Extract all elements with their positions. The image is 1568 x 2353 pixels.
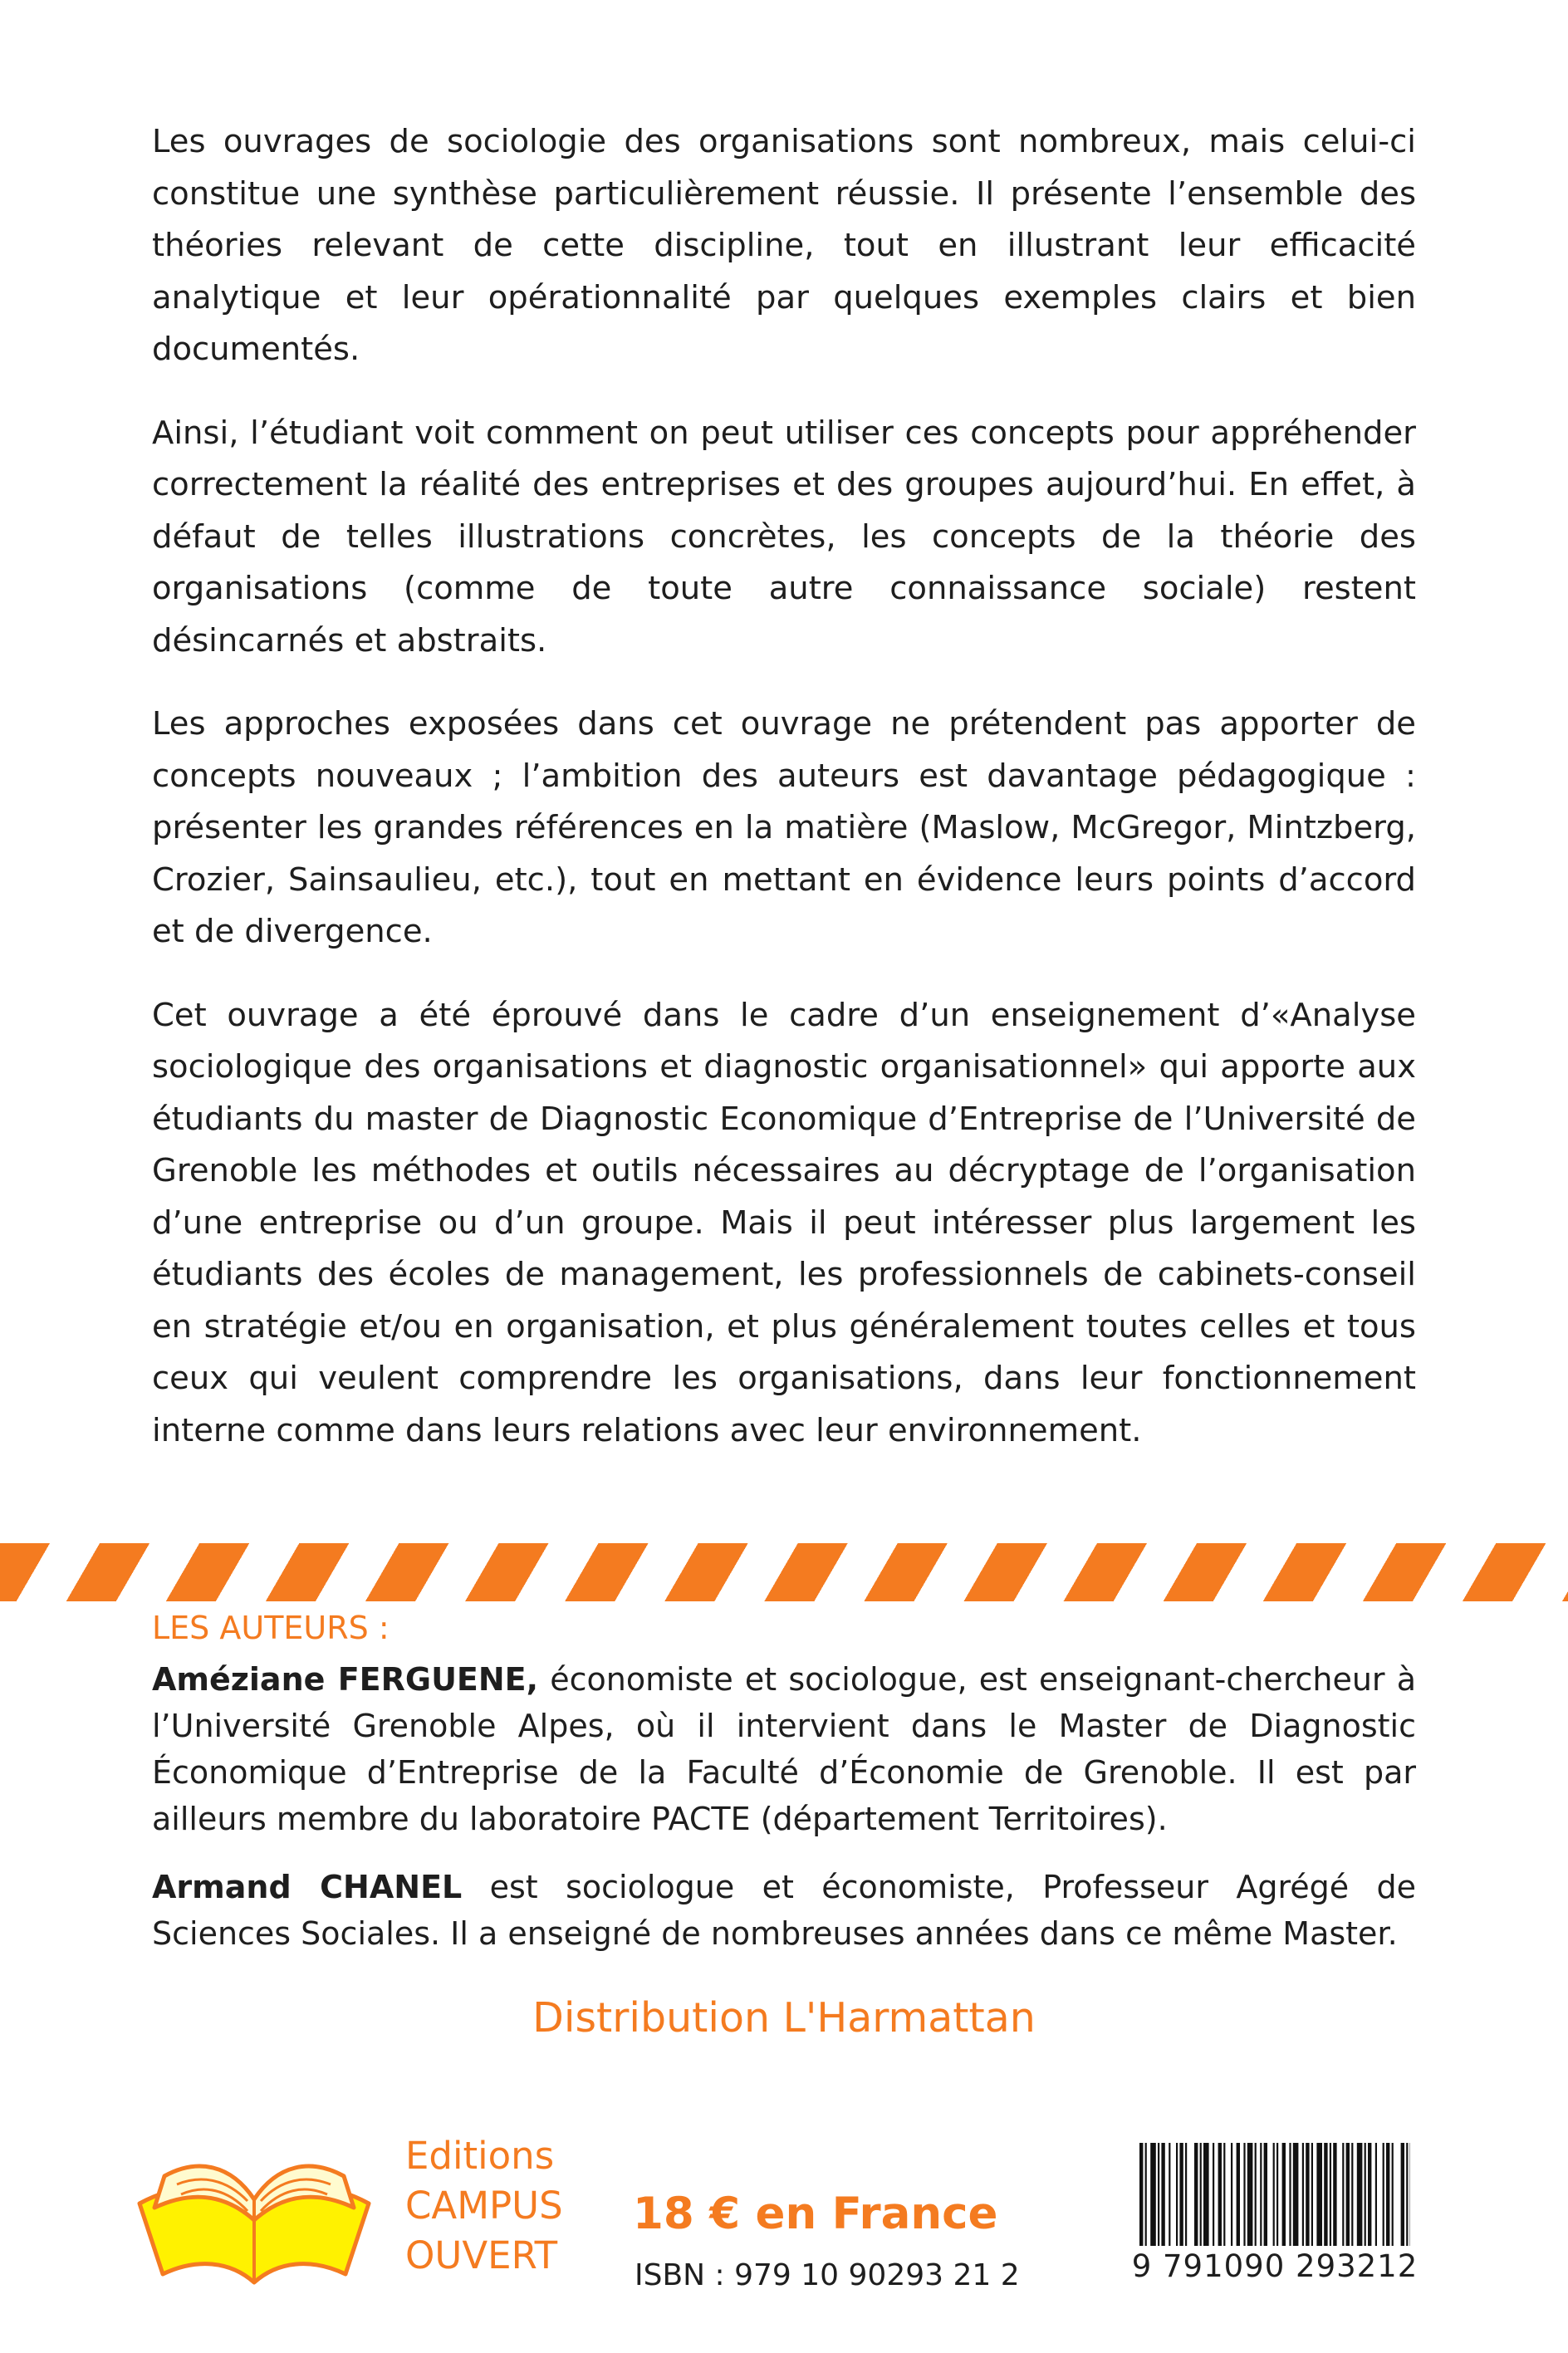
price: 18 € en France xyxy=(633,2189,998,2239)
description-paragraph-1: Les ouvrages de sociologie des organisations sont nombreux, mais celui-ci constitue une synthèse particulièrement réussie. Il présente l’ensemble des théories relevant de cette discipline, tout en illustrant leur efficacité analytique et leur opérationnalité par quelques exemples clairs et bien documentés. xyxy=(152,123,1416,368)
barcode-bar xyxy=(1247,2143,1253,2246)
barcode-bar xyxy=(1289,2143,1291,2246)
barcode-bar xyxy=(1365,2143,1366,2246)
barcode-bar xyxy=(1273,2143,1275,2246)
barcode-bar xyxy=(1179,2143,1183,2246)
barcode-bar xyxy=(1293,2143,1299,2246)
barcode-bar xyxy=(1264,2143,1267,2246)
barcode-bar xyxy=(1276,2143,1278,2246)
barcode-icon xyxy=(1129,2143,1420,2282)
barcode-bar xyxy=(1316,2143,1322,2246)
barcode-bar xyxy=(1342,2143,1344,2246)
barcode-bar xyxy=(1351,2143,1353,2246)
barcode-bar xyxy=(1231,2143,1232,2246)
barcode-bar xyxy=(1260,2143,1262,2246)
barcode-bar xyxy=(1346,2143,1350,2246)
publisher-name xyxy=(405,2131,563,2281)
barcode-bar xyxy=(1150,2143,1156,2246)
barcode-bar xyxy=(1185,2143,1187,2246)
hazard-stripe-divider xyxy=(0,1543,1568,1601)
author-2-name: Armand CHANEL xyxy=(152,1869,463,1905)
barcode-bar xyxy=(1406,2143,1408,2246)
description-text xyxy=(152,116,1416,1488)
isbn: ISBN : 979 10 90293 21 2 xyxy=(635,2258,1020,2292)
author-1-name: Améziane FERGUENE, xyxy=(152,1661,539,1698)
barcode-bar xyxy=(1161,2143,1164,2246)
author-2-description: est sociologue et économiste, Professeur Agrégé de Sciences Sociales. Il a enseigné de nombreuses années dans ce même Master. xyxy=(152,1869,1416,1952)
barcode-bar xyxy=(1330,2143,1331,2246)
barcode-bar xyxy=(1169,2143,1170,2246)
author-1-description: économiste et sociologue, est enseignant-chercheur à l’Université Grenoble Alpes, où il intervient dans le Master de Diagnostic Économique d’Entreprise de la Faculté d’Économie de Grenoble. Il est par ailleurs membre du laboratoire PACTE (département Territoires). xyxy=(152,1661,1416,1837)
barcode-bar xyxy=(1401,2143,1404,2246)
barcode-bar xyxy=(1324,2143,1327,2246)
author-1-bio xyxy=(152,1656,1416,1842)
barcode-bar xyxy=(1218,2143,1222,2246)
barcode-bar xyxy=(1203,2143,1209,2246)
barcode-bar xyxy=(1243,2143,1245,2246)
barcode-bar xyxy=(1302,2143,1304,2246)
barcode-bar xyxy=(1194,2143,1198,2246)
barcode-bar xyxy=(1375,2143,1377,2246)
barcode-bar xyxy=(1237,2143,1240,2246)
barcode-bar xyxy=(1306,2143,1309,2246)
description-paragraph-2: Ainsi, l’étudiant voit comment on peut utiliser ces concepts pour appréhender correctement la réalité des entreprises et des groupes aujourd’hui. En effet, à défaut de telles illustrations concrètes, les concepts de la théorie des organisations (comme de toute autre connaissance sociale) restent désincarnés et abstraits. xyxy=(152,414,1416,659)
barcode-bar xyxy=(1223,2143,1225,2246)
description-paragraph-4: Cet ouvrage a été éprouvé dans le cadre d’un enseignement d’«Analyse sociologique des organisations et diagnostic organisationnel» qui apporte aux étudiants du master de Diagnostic Economique d’Entreprise de l’Université de Grenoble les méthodes et outils nécessaires au décryptage de l’organisation d’une entreprise ou d’un groupe. Mais il peut intéresser plus largement les étudiants des écoles de management, les professionnels de cabinets-conseil en stratégie et/ou en organisation, et plus généralement toutes celles et tous ceux qui veulent comprendre les organisations, dans leur fonctionnement interne comme dans leurs relations avec leur environnement. xyxy=(152,996,1416,1449)
barcode-bar xyxy=(1213,2143,1214,2246)
barcode-bar xyxy=(1357,2143,1363,2246)
open-book-icon xyxy=(131,2141,377,2287)
barcode-bar xyxy=(1386,2143,1389,2246)
barcode-bar xyxy=(1145,2143,1147,2246)
barcode-bar xyxy=(1158,2143,1159,2246)
barcode-bar xyxy=(1200,2143,1202,2246)
author-2-bio xyxy=(152,1864,1416,1957)
barcode-bar xyxy=(1383,2143,1384,2246)
barcode-bar xyxy=(1255,2143,1257,2246)
barcode-bar xyxy=(1392,2143,1394,2246)
publisher-line-3: OUVERT xyxy=(405,2233,558,2277)
barcode-digits: 9 791090 293212 xyxy=(1131,2248,1419,2284)
barcode-bar xyxy=(1333,2143,1336,2246)
distribution-label: Distribution L'Harmattan xyxy=(532,1994,1036,2042)
barcode-bar xyxy=(1176,2143,1178,2246)
publisher-line-2: CAMPUS xyxy=(405,2184,563,2228)
barcode-bar xyxy=(1311,2143,1313,2246)
barcode-bar xyxy=(1139,2143,1143,2246)
barcode-bars xyxy=(1139,2143,1410,2251)
authors-section xyxy=(152,1603,1416,1978)
description-paragraph-3: Les approches exposées dans cet ouvrage ne prétendent pas apporter de concepts nouveaux ; l’ambition des auteurs est davantage pédagogique : présenter les grandes références en la matière (Maslow, McGregor, Mintzberg, Crozier, Sainsaulieu, etc.), tout en mettant en évidence leurs points d’accord et de divergence. xyxy=(152,705,1416,950)
barcode-bar xyxy=(1368,2143,1371,2246)
publisher-line-1: Editions xyxy=(405,2134,555,2178)
barcode-bar xyxy=(1282,2143,1286,2246)
authors-heading: LES AUTEURS : xyxy=(152,1610,390,1646)
